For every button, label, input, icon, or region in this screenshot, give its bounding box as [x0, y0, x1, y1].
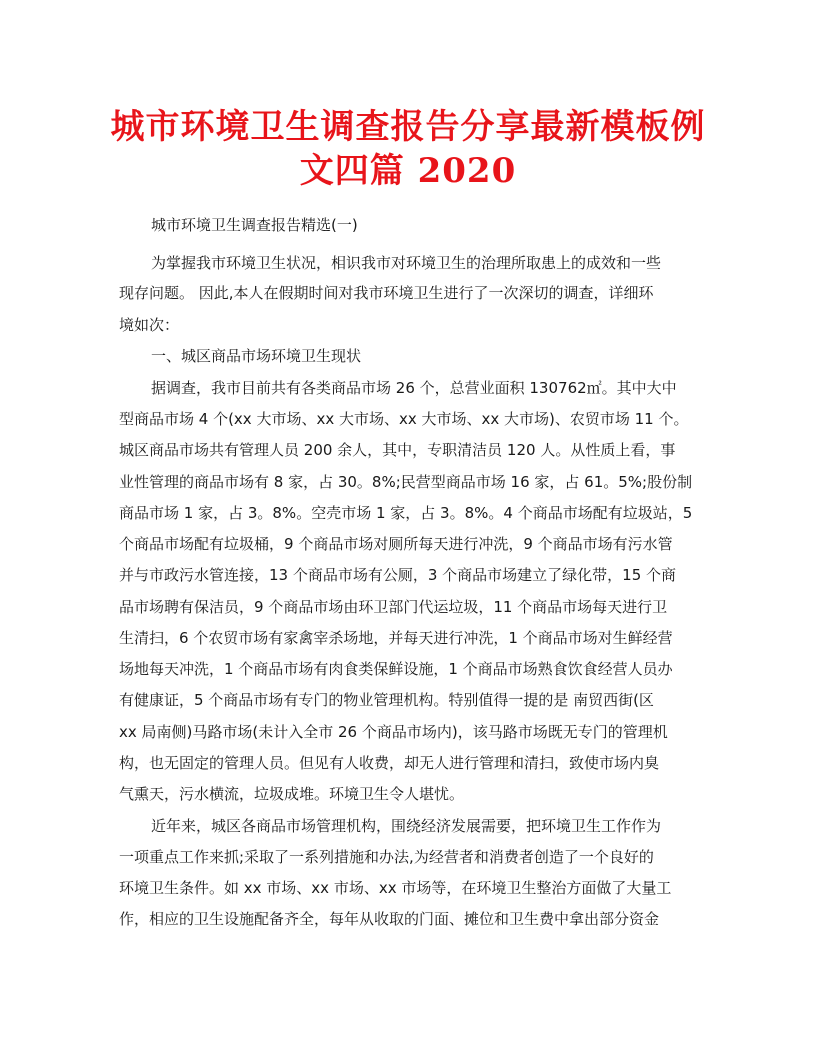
document-title-line-2: 文四篇 2020: [299, 151, 517, 191]
paragraph-line: 作，相应的卫生设施配备齐全，每年从收取的门面、摊位和卫生费中拿出部分资金: [119, 910, 660, 928]
paragraph-line: 并与市政污水管连接，13 个商品市场有公厕，3 个商品市场建立了绿化带，15 个商: [119, 566, 677, 584]
paragraph-line: 业性管理的商品市场有 8 家，占 30。8%;民营型商品市场 16 家，占 61。5%;股份制: [119, 473, 693, 491]
paragraph-line: 生清扫，6 个农贸市场有家禽宰杀场地，并每天进行冲洗，1 个商品市场对生鲜经营: [119, 629, 673, 647]
paragraph-line: 一项重点工作来抓;采取了一系列措施和办法,为经营者和消费者创造了一个良好的: [119, 848, 654, 866]
document-title-line-1: 城市环境卫生调查报告分享最新模板例: [110, 107, 706, 147]
paragraph-line: 气熏天，污水横流，垃圾成堆。环境卫生令人堪忧。: [119, 785, 465, 803]
paragraph-line: xx 局南侧)马路市场(未计入全市 26 个商品市场内)，该马路市场既无专门的管理机: [119, 723, 668, 741]
section-subheading: 一、城区商品市场环境卫生现状: [151, 347, 362, 365]
paragraph-line: 型商品市场 4 个(xx 大市场、xx 大市场、xx 大市场、xx 大市场)、农贸市场 11 个。: [119, 410, 689, 428]
paragraph-line: 据调查，我市目前共有各类商品市场 26 个，总营业面积 130762㎡。其中大中: [151, 379, 677, 397]
paragraph-line: 品市场聘有保洁员，9 个商品市场由环卫部门代运垃圾，11 个商品市场每天进行卫: [119, 598, 668, 616]
section-heading: 城市环境卫生调查报告精选(一): [151, 216, 358, 234]
paragraph-line: 为掌握我市环境卫生状况，相识我市对环境卫生的治理所取患上的成效和一些: [151, 254, 662, 272]
paragraph-line: 构，也无固定的管理人员。但见有人收费，却无人进行管理和清扫，致使市场内臭: [119, 754, 660, 772]
paragraph-line: 近年来，城区各商品市场管理机构，围绕经济发展需要，把环境卫生工作作为: [151, 817, 662, 835]
paragraph-line: 场地每天冲洗，1 个商品市场有肉食类保鲜设施，1 个商品市场熟食饮食经营人员办: [119, 660, 673, 678]
paragraph-line: 个商品市场配有垃圾桶，9 个商品市场对厕所每天进行冲洗，9 个商品市场有污水管: [119, 535, 673, 553]
paragraph-line: 城区商品市场共有管理人员 200 余人，其中，专职清洁员 120 人。从性质上看，事: [119, 441, 676, 459]
paragraph-line: 商品市场 1 家，占 3。8%。空壳市场 1 家，占 3。8%。4 个商品市场配有垃圾站，5: [119, 504, 693, 522]
paragraph-line: 环境卫生条件。如 xx 市场、xx 市场、xx 市场等，在环境卫生整治方面做了大量工: [119, 879, 672, 897]
paragraph-line: 现存问题。 因此,本人在假期时间对我市环境卫生进行了一次深切的调查，详细环: [119, 284, 654, 302]
paragraph-line: 有健康证，5 个商品市场有专门的物业管理机构。特别值得一提的是 南贸西街(区: [119, 691, 654, 709]
paragraph-line: 境如次：: [119, 316, 180, 334]
